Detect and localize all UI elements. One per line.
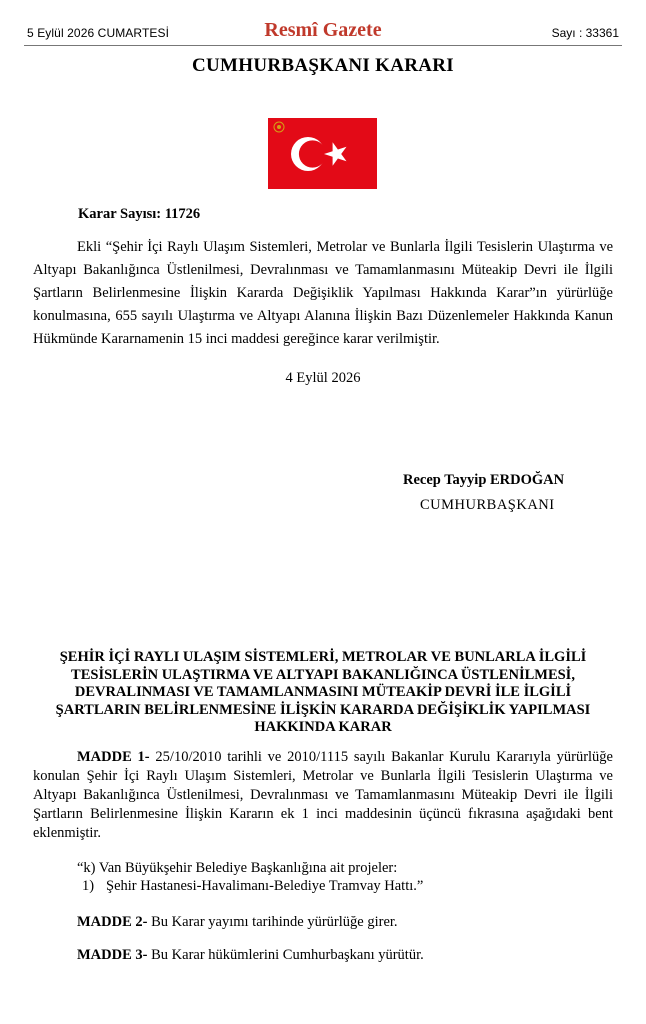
article-1-text: 25/10/2010 tarihli ve 2010/1115 sayılı Bakanlar Kurulu Kararıyla yürürlüğe konulan Şehir İçi Raylı Ulaşım Sistemleri, Metrolar ve Bunlarla İlgili Tesislerin Ulaştırma ve Altyapı Bakanlığınca Üstlenilmesi, Devralınması ve Tamamlanmasını Müteakip Devri ile İlgili Şartların Belirlenmesine İlişkin Kararın ek 1 inci maddesinin üçüncü fıkrasına aşağıdaki bent eklenmiştir.	[33, 749, 613, 841]
article-2-label: MADDE 2-	[77, 914, 148, 930]
decree-date: 4 Eylül 2026	[285, 370, 361, 386]
decree-title: CUMHURBAŞKANI KARARI	[192, 55, 454, 76]
gazette-title: Resmî Gazete	[264, 19, 382, 41]
annex-title: ŞEHİR İÇİ RAYLI ULAŞIM SİSTEMLERİ, METROLAR VE BUNLARLA İLGİLİ TESİSLERİN ULAŞTIRMA VE ALTYAPI BAKANLIĞINCA ÜSTLENİLMESİ, DEVRALINMASI VE TAMAMLANMASINI MÜTEAKİP DEVRİ İLE İLGİLİ ŞARTLARIN BELİRLENMESİNE İLİŞKİN KARARDA DEĞİŞİKLİK YAPILMASI HAKKINDA KARAR	[55, 649, 591, 735]
issue-number: Sayı : 33361	[551, 26, 619, 40]
article-1	[33, 748, 613, 843]
publication-date: 5 Eylül 2026 CUMARTESİ	[27, 26, 170, 40]
quoted-clause-heading: “k) Van Büyükşehir Belediye Başkanlığına ait projeler:	[77, 860, 398, 876]
article-3-text: Bu Karar hükümlerini Cumhurbaşkanı yürütür.	[147, 947, 424, 963]
signer-name: Recep Tayyip ERDOĞAN	[403, 472, 565, 488]
decree-number: Karar Sayısı: 11726	[78, 206, 201, 222]
header-divider	[24, 45, 622, 46]
article-1-label: MADDE 1-	[77, 749, 150, 765]
article-2	[77, 914, 398, 931]
quoted-item-text: Şehir Hastanesi-Havalimanı-Belediye Tramvay Hattı.”	[106, 878, 424, 894]
article-3	[77, 947, 424, 964]
turkish-flag-icon	[268, 118, 377, 189]
quoted-clause-item	[82, 878, 423, 895]
quoted-item-number: 1)	[82, 878, 95, 894]
article-3-label: MADDE 3-	[77, 947, 148, 963]
intro-paragraph: Ekli “Şehir İçi Raylı Ulaşım Sistemleri, Metrolar ve Bunlarla İlgili Tesislerin Ulaştırma ve Altyapı Bakanlığınca Üstlenilmesi, Devralınması ve Tamamlanmasını Müteakip Devri ile İlgili Şartların Belirlenmesine İlişkin Kararda Değişiklik Yapılması Hakkında Karar”ın yürürlüğe konulmasına, 655 sayılı Ulaştırma ve Altyapı Alanına İlişkin Bazı Düzenlemeler Hakkında Kanun Hükmünde Kararnamenin 15 inci maddesi gereğince karar verilmiştir.	[33, 239, 613, 347]
article-2-text: Bu Karar yayımı tarihinde yürürlüğe girer.	[147, 914, 398, 930]
signer-title: CUMHURBAŞKANI	[420, 497, 555, 513]
gazette-header	[0, 0, 646, 46]
